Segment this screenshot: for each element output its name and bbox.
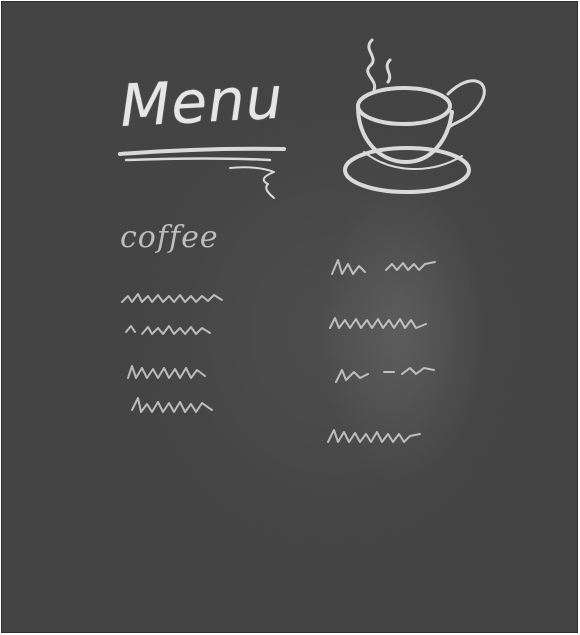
item-prices-column	[328, 260, 435, 442]
chalk-drawings	[2, 2, 579, 634]
chalkboard	[1, 1, 578, 633]
section-heading-coffee: coffee	[120, 220, 219, 255]
coffee-cup-icon	[345, 40, 484, 192]
title-underline	[120, 149, 284, 198]
item-names-column	[122, 294, 222, 412]
menu-title: Menu	[118, 63, 286, 140]
